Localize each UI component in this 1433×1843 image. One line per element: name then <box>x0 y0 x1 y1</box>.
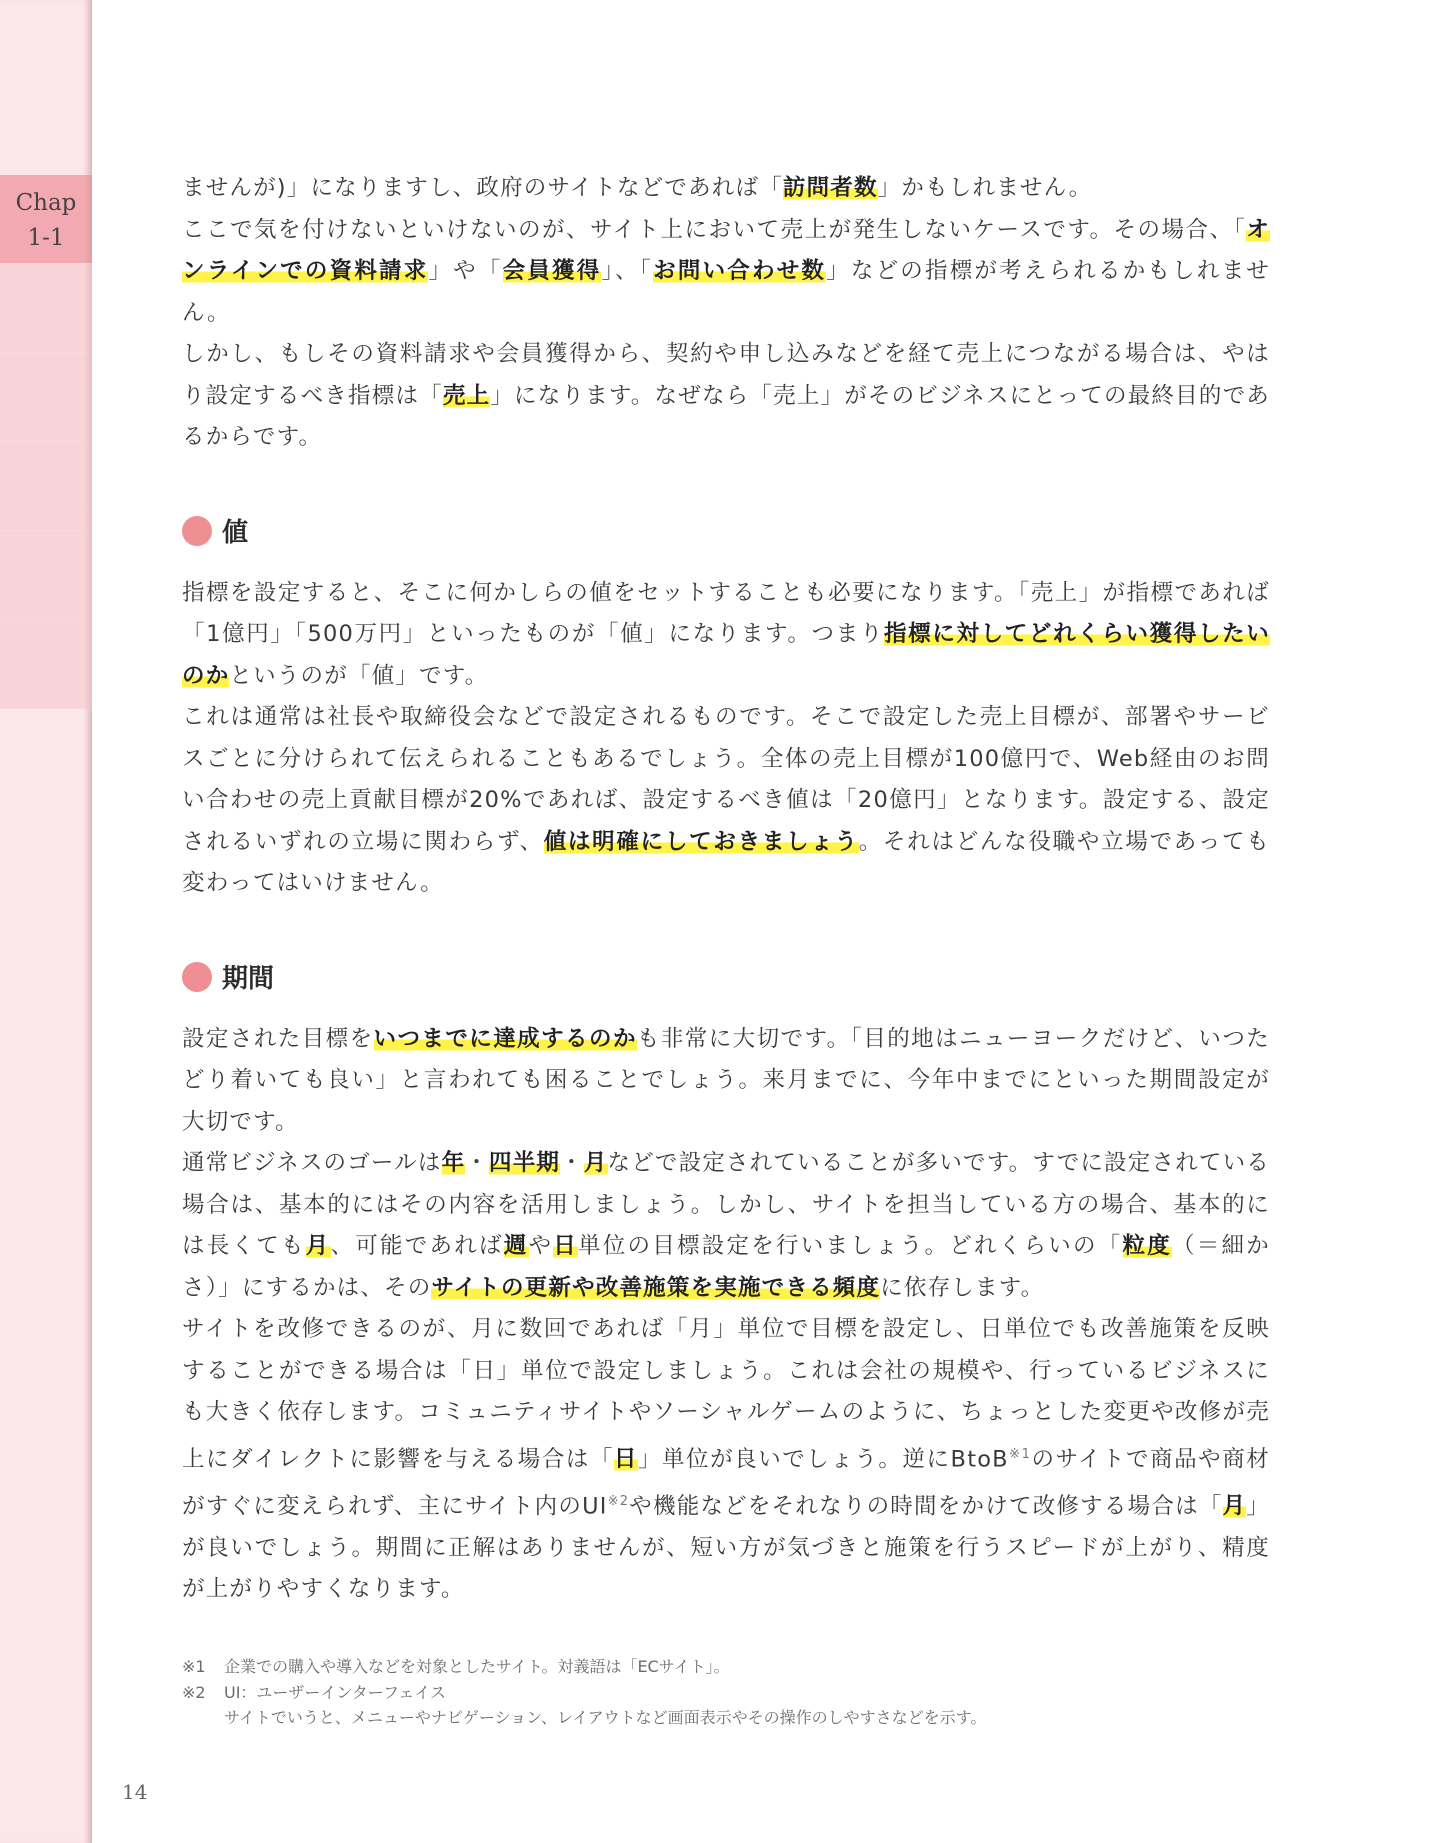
text-run: 」などの指標が考えられるかもしれません。 <box>182 258 1270 326</box>
chapter-side-strip <box>0 0 92 1843</box>
section-heading-period <box>182 953 1270 1001</box>
text-run: 。それはどんな役職や立場であっても変わってはいけません。 <box>182 828 1270 896</box>
text-run: 」、「 <box>601 258 654 284</box>
text-run: ・ <box>465 1150 489 1176</box>
chapter-tab <box>0 531 92 620</box>
text-run: サイトを改修できるのが、月に数回であれば「月」単位で目標を設定し、日単位でも改善施策を反映することができる場合は「日」単位で設定しましょう。これは会社の規模や、行っているビジネスにも大きく依存します。コミュニティサイトやソーシャルゲームのように、ちょっとした変更や改修が売上にダイレクトに影響を与える場合は「 <box>182 1316 1270 1472</box>
text-run: 、可能であれば <box>330 1233 504 1259</box>
highlighted-term: 四半期 <box>489 1150 561 1176</box>
text-run: に依存します。 <box>880 1274 1045 1301</box>
highlighted-term: 日 <box>553 1233 578 1259</box>
highlighted-term: 粒度 <box>1122 1233 1172 1259</box>
chapter-tab <box>0 442 92 531</box>
footnote-mark: ※2 <box>182 1682 206 1702</box>
paragraph <box>182 573 1270 698</box>
chapter-tab <box>0 264 92 353</box>
footnote-2 <box>182 1680 986 1706</box>
text-run: しかし、もしその資料請求や会員獲得から、契約や申し込みなどを経て売上につながる場合は、やはり設定するべき指標は「 <box>182 341 1270 409</box>
chapter-word: Chap <box>15 190 77 216</box>
text-run: というのが「値」です。 <box>229 662 489 689</box>
circle-bullet-icon <box>182 962 212 992</box>
intro-paragraphs <box>182 168 1270 459</box>
highlighted-term: 指標に対してどれくらい獲得したいのか <box>182 621 1270 689</box>
text-run: や機能などをそれなりの時間をかけて改修する場合は「 <box>629 1493 1223 1519</box>
text-run: 」かもしれません。 <box>877 175 1093 201</box>
highlighted-term: 値は明確にしておきましょう <box>543 828 859 855</box>
highlighted-term: 月 <box>305 1233 331 1259</box>
strip-shadow <box>84 0 92 1843</box>
circle-bullet-icon <box>182 516 212 546</box>
highlighted-term: 会員獲得 <box>502 258 602 284</box>
text-run: 」や「 <box>428 258 503 284</box>
text-run: 」単位が良いでしょう。逆にBtoB <box>637 1446 1009 1472</box>
highlighted-term: 訪問者数 <box>782 175 878 201</box>
footnote-ref: ※2 <box>607 1493 630 1509</box>
highlighted-term: お問い合わせ数 <box>653 258 827 284</box>
text-run: ここで気を付けないといけないのが、サイト上において売上が発生しないケースです。その場合、「 <box>182 216 1247 243</box>
page-number: 14 <box>122 1780 148 1804</box>
footnotes <box>182 1654 986 1731</box>
chapter-label <box>0 186 92 256</box>
chapter-number: 1-1 <box>27 225 65 251</box>
text-run: などで設定されていることが多いです。すでに設定されている場合は、基本的にはその内容を活用しましょう。しかし、サイトを担当している方の場合、基本的には長くても <box>182 1150 1271 1259</box>
highlighted-term: 売上 <box>442 382 491 409</box>
paragraph <box>182 334 1270 459</box>
text-run: 通常ビジネスのゴールは <box>182 1150 442 1176</box>
footnote-text: UI：ユーザーインターフェイス <box>224 1682 447 1702</box>
footnote-text: 企業での購入や導入などを対象としたサイト。対義語は「ECサイト」。 <box>224 1657 730 1676</box>
highlighted-term: 月 <box>583 1150 608 1176</box>
footnote-mark: ※1 <box>182 1657 206 1676</box>
paragraph <box>182 1019 1270 1144</box>
text-run: や <box>528 1233 554 1259</box>
paragraph <box>182 1309 1270 1611</box>
paragraph <box>182 168 1270 210</box>
footnote-2-detail: サイトでいうと、メニューやナビゲーション、レイアウトなど画面表示やその操作のしやすさなどを示す。 <box>224 1708 987 1727</box>
text-run: ませんが)」になりますし、政府のサイトなどであれば「 <box>182 175 783 201</box>
section-body-period <box>182 1019 1270 1611</box>
main-content <box>182 168 1270 1611</box>
paragraph <box>182 697 1270 905</box>
text-run: 設定された目標を <box>182 1025 374 1052</box>
footnote-ref: ※1 <box>1008 1446 1032 1462</box>
text-run: 指標を設定すると、そこに何かしらの値をセットすることも必要になります。「売上」が指標であれば「1億円」「500万円」といったものが「値」になります。つまり <box>182 579 1270 647</box>
highlighted-term: 月 <box>1222 1493 1247 1519</box>
chapter-tab <box>0 353 92 442</box>
text-run: ・ <box>560 1150 584 1176</box>
text-run: のサイトで商品や商材がすぐに変えられず、主にサイト内のUI <box>182 1446 1270 1519</box>
chapter-tab <box>0 620 92 709</box>
highlighted-term: 日 <box>613 1446 638 1472</box>
text-run: これは通常は社長や取締役会などで設定されるものです。そこで設定した売上目標が、部署やサービスごとに分けられて伝えられることもあるでしょう。全体の売上目標が100億円で、Web経由のお問い合わせの売上貢献目標が20%であれば、設定するべき値は「20億円」となります。設定する、設定されるいずれの立場に関わらず、 <box>182 704 1270 855</box>
section-title: 値 <box>222 518 249 548</box>
highlighted-term: 週 <box>503 1233 529 1259</box>
text-run: も非常に大切です。「目的地はニューヨークだけど、いつたどり着いても良い」と言われても困ることでしょう。来月までに、今年中までにといった期間設定が大切です。 <box>182 1025 1270 1135</box>
text-run: 」が良いでしょう。期間に正解はありませんが、短い方が気づきと施策を行うスピードが上がり、精度が上がりやすくなります。 <box>182 1493 1270 1602</box>
footnote-1 <box>182 1654 986 1680</box>
section-title: 期間 <box>222 964 275 994</box>
paragraph <box>182 1143 1270 1309</box>
text-run: 」になります。なぜなら「売上」がそのビジネスにとっての最終目的であるからです。 <box>182 382 1270 450</box>
highlighted-term: いつまでに達成するのか <box>373 1025 637 1052</box>
highlighted-term: オンラインでの資料請求 <box>182 216 1270 284</box>
highlighted-term: サイトの更新や改善施策を実施できる頻度 <box>431 1274 881 1301</box>
text-run: 単位の目標設定を行いましょう。どれくらいの「 <box>578 1233 1123 1259</box>
highlighted-term: 年 <box>441 1150 466 1176</box>
section-heading-value <box>182 507 1270 555</box>
text-run: （＝細かさ）」にするかは、その <box>182 1233 1270 1301</box>
section-body-value <box>182 573 1270 905</box>
paragraph <box>182 210 1270 335</box>
